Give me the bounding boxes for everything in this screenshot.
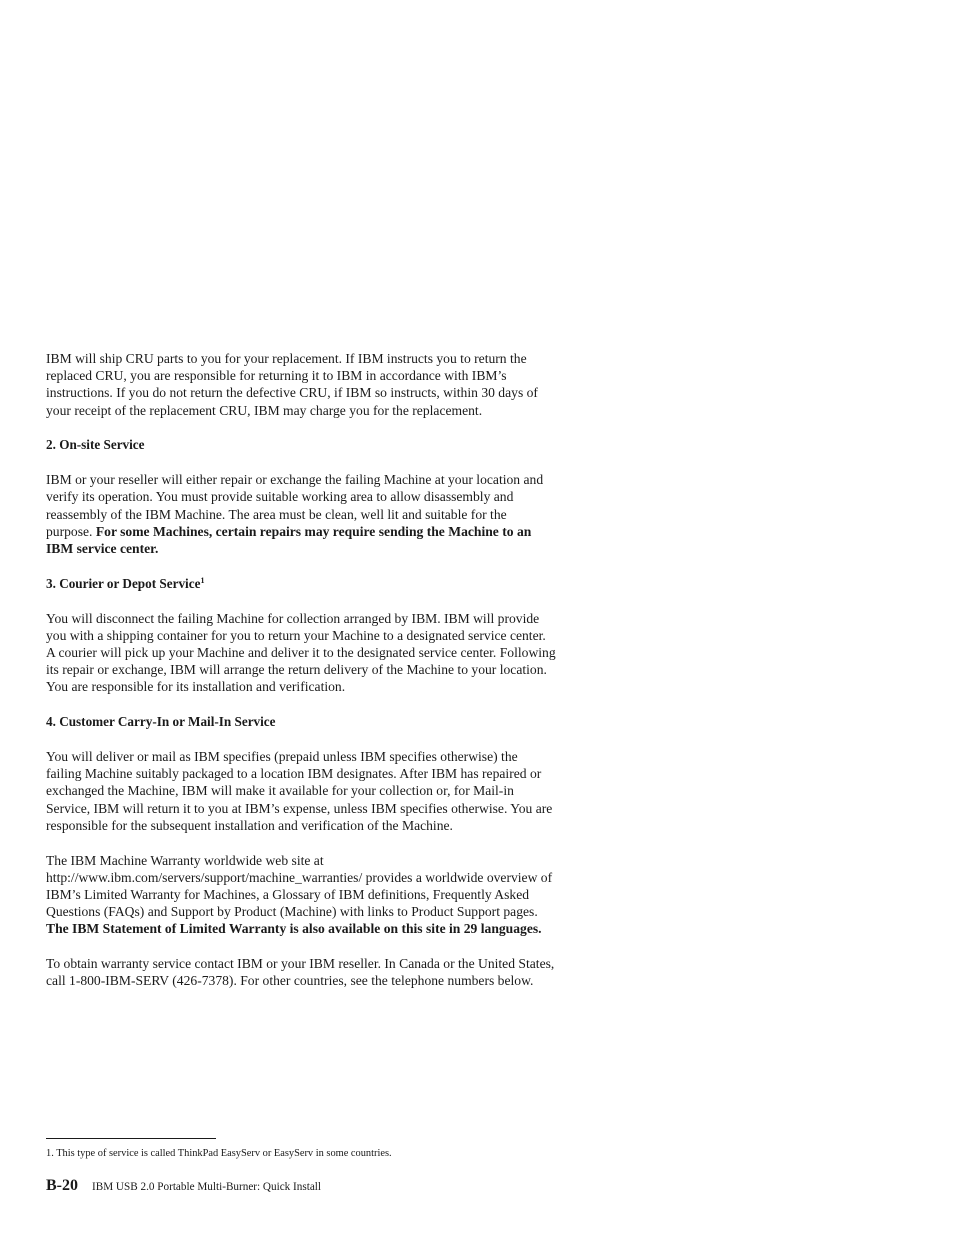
page-number: B-20 xyxy=(46,1177,78,1194)
courier-depot-heading xyxy=(46,575,556,592)
courier-depot-heading-text: 3. Courier or Depot Service xyxy=(46,575,201,591)
footnote-reference: 1 xyxy=(200,575,205,585)
website-text: The IBM Machine Warranty worldwide web site at http://www.ibm.com/servers/support/machine_warranties/ provides a worldwide overview of IBM’s Limited Warranty for Machines, a Glossary of IBM definitions, Frequently Asked Questions (FAQs) and Support by Product (Machine) with links to Product Support pages. xyxy=(46,852,553,920)
onsite-service-bold-text: For some Machines, certain repairs may require sending the Machine to an IBM service center. xyxy=(46,523,532,557)
courier-depot-paragraph: You will disconnect the failing Machine for collection arranged by IBM. IBM will provide you with a shipping container for you to return your Machine to a designated service center. A courier will pick up your Machine and deliver it to the designated service center. Following its repair or exchange, IBM will arrange the return delivery of the Machine to your location. You are responsible for its installation and verification. xyxy=(46,610,556,695)
footnote-divider xyxy=(46,1138,216,1139)
page-footer xyxy=(46,1177,321,1195)
footnote-text: 1. This type of service is called ThinkPad EasyServ or EasyServ in some countries. xyxy=(46,1148,392,1159)
contact-paragraph: To obtain warranty service contact IBM or your IBM reseller. In Canada or the United States, call 1-800-IBM-SERV (426-7378). For other countries, see the telephone numbers below. xyxy=(46,956,555,989)
cru-intro-paragraph: IBM will ship CRU parts to you for your replacement. If IBM instructs you to return the replaced CRU, you are responsible for returning it to IBM in accordance with IBM’s instructions. If you do not return the defective CRU, if IBM so instructs, within 30 days of your receipt of the replacement CRU, IBM may charge you for the replacement. xyxy=(46,351,538,418)
onsite-service-paragraph xyxy=(46,471,556,557)
website-bold-text: The IBM Statement of Limited Warranty is also available on this site in 29 languages. xyxy=(46,921,542,937)
page-content xyxy=(46,350,556,990)
onsite-service-text: IBM or your reseller will either repair or exchange the failing Machine at your location and verify its operation. You must provide suitable working area to allow disassembly and reassembly of the IBM Machine. The area must be clean, well lit and suitable for the purpose. xyxy=(46,472,544,539)
book-title: IBM USB 2.0 Portable Multi-Burner: Quick Install xyxy=(92,1181,322,1193)
website-paragraph xyxy=(46,852,556,938)
onsite-service-heading: 2. On-site Service xyxy=(46,437,145,453)
carry-in-heading: 4. Customer Carry-In or Mail-In Service xyxy=(46,714,276,730)
carry-in-paragraph: You will deliver or mail as IBM specifies (prepaid unless IBM specifies otherwise) the failing Machine suitably packaged to a location IBM designates. After IBM has repaired or exchanged the Machine, IBM will make it available for your collection or, for Mail-in Service, IBM will return it to you at IBM’s expense, unless IBM specifies otherwise. You are responsible for the subsequent installation and verification of the Machine. xyxy=(46,749,553,833)
